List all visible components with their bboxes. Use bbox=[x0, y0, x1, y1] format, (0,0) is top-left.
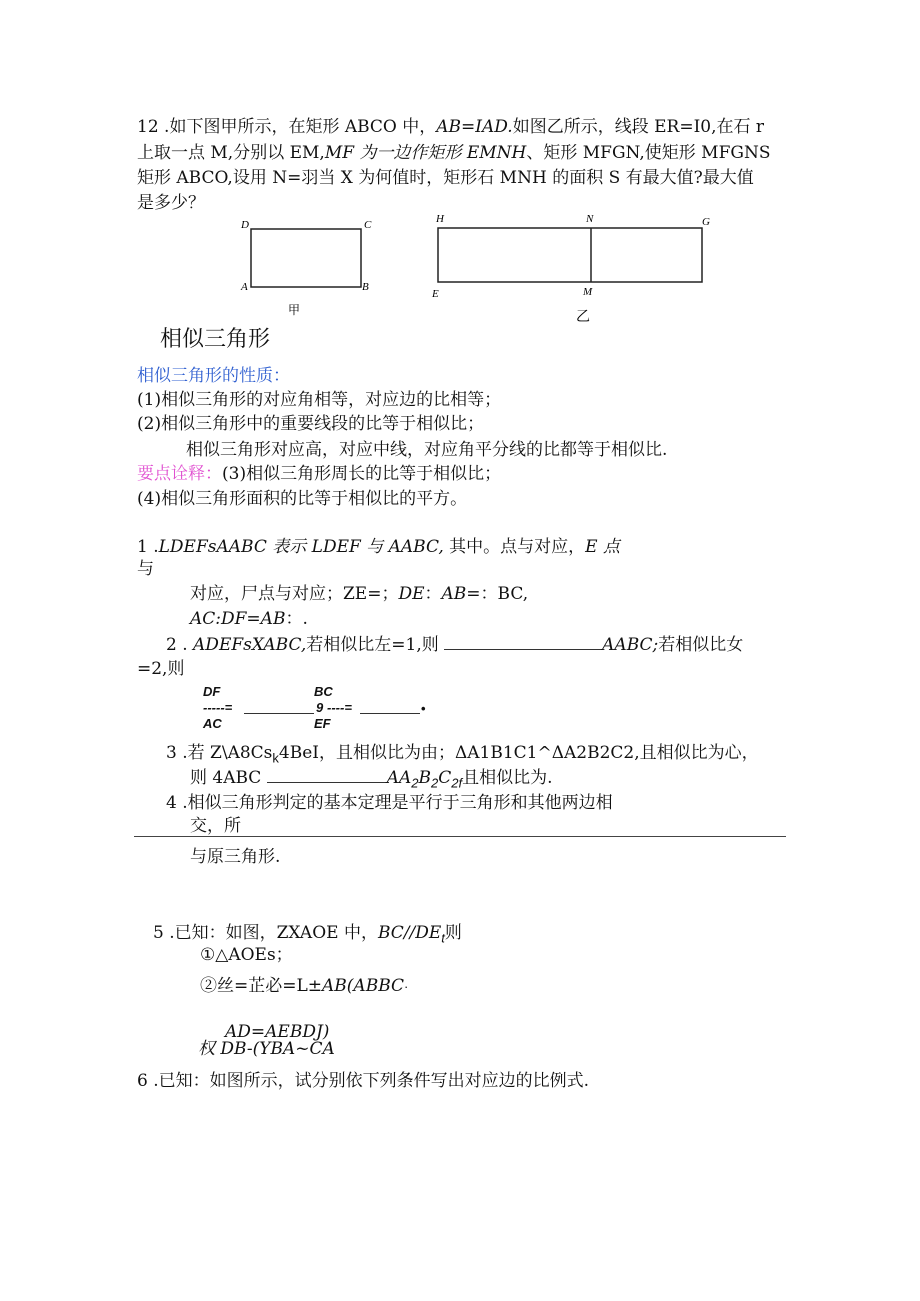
caption-jia: 甲 bbox=[288, 303, 301, 317]
subscript: 2 bbox=[431, 775, 439, 791]
figure-jia bbox=[238, 214, 378, 320]
text: 如图乙所示，线段 ER=I0,在石 r bbox=[512, 117, 765, 137]
math: E 点 bbox=[585, 537, 620, 557]
caption-yi: 乙 bbox=[576, 310, 590, 325]
fraction-bc: BC bbox=[314, 684, 333, 699]
question-5-line-3 bbox=[200, 975, 408, 998]
question-2-line-2: =2,则 bbox=[137, 659, 185, 679]
label-d: D bbox=[241, 219, 249, 231]
number: 1 . bbox=[137, 537, 159, 557]
section-heading: 相似三角形 bbox=[160, 327, 271, 352]
question-1-line-2: 与 bbox=[137, 559, 154, 579]
subscript: k bbox=[272, 750, 279, 766]
text: ②丝=芷必=L± bbox=[200, 976, 323, 996]
fraction-nine: 9 bbox=[316, 700, 324, 715]
math: LDEFsAABC 表示 LDEF 与 AABC, bbox=[158, 537, 444, 557]
property-1: (1)相似三角形的对应角相等，对应边的比相等； bbox=[137, 390, 502, 410]
label-m: M bbox=[583, 286, 593, 298]
fraction-ac: AC bbox=[203, 716, 222, 731]
problem-12-line-3: 矩形 ABCO,设用 N=羽当 X 为何值时，矩形石 MNH 的面积 S 有最大值?最大值 bbox=[137, 168, 754, 188]
question-1-line-4 bbox=[190, 608, 308, 630]
math: ADEFsXABC, bbox=[193, 635, 307, 655]
text: ： bbox=[424, 584, 442, 604]
question-4-line-3: 与原三角形. bbox=[190, 847, 281, 867]
question-5-line-5 bbox=[198, 1038, 335, 1060]
text: 12 .如下图甲所示，在矩形 ABCO 中， bbox=[137, 117, 437, 137]
answer-blank bbox=[444, 635, 602, 650]
property-2: (2)相似三角形中的重要线段的比等于相似比； bbox=[137, 414, 485, 434]
math: BC//DE bbox=[377, 923, 442, 943]
answer-blank bbox=[267, 768, 387, 783]
label-c: C bbox=[364, 219, 372, 231]
question-3-line-2 bbox=[190, 767, 553, 794]
question-6: 6 .已知：如图所示，试分别依下列条件写出对应边的比例式. bbox=[137, 1071, 590, 1091]
number: 2 . bbox=[166, 635, 188, 655]
question-5-line-2: ①△AOEs； bbox=[200, 945, 293, 965]
text: 5 .已知：如图，ZXAOE 中， bbox=[153, 923, 378, 943]
text: ：. bbox=[285, 609, 308, 629]
fraction-dash-1: -----= bbox=[203, 700, 233, 715]
text: 若相似比左=1,则 bbox=[306, 635, 439, 655]
text: 则 4ABC bbox=[190, 768, 262, 788]
math: MF 为一边作矩形 EMNH bbox=[324, 143, 527, 163]
math: AABC; bbox=[602, 635, 659, 655]
fraction-ef: EF bbox=[314, 716, 331, 731]
problem-12-line-2 bbox=[137, 142, 770, 164]
question-4-line-2: 交，所 bbox=[190, 816, 241, 836]
label-e: E bbox=[432, 288, 439, 300]
math: AB=IAD. bbox=[436, 117, 513, 137]
label-n: N bbox=[586, 213, 594, 225]
answer-blank bbox=[244, 699, 314, 714]
horizontal-rule bbox=[134, 836, 786, 837]
text: 权 bbox=[198, 1039, 221, 1059]
math: AC:DF=AB bbox=[190, 609, 286, 629]
text: 若相似比女 bbox=[658, 635, 744, 655]
property-4: (4)相似三角形面积的比等于相似比的平方。 bbox=[137, 489, 468, 509]
question-5-line-4: AD=AEBDJ) bbox=[225, 1022, 330, 1042]
figure-yi bbox=[426, 210, 726, 325]
subscript: t bbox=[441, 930, 445, 946]
text: 则 bbox=[444, 923, 462, 943]
subscript: 2 bbox=[411, 775, 419, 791]
rectangle-abcd bbox=[251, 229, 361, 287]
question-3-line-1 bbox=[166, 742, 759, 769]
problem-12-line-4: 是多少？ bbox=[137, 193, 205, 213]
problem-12-line-1 bbox=[137, 116, 764, 138]
text: 3 .若 Z\A8Cs bbox=[166, 743, 273, 763]
text: 上取一点 M,分别以 EM, bbox=[137, 143, 325, 163]
text: 且相似比为. bbox=[462, 768, 553, 788]
math: AA bbox=[386, 768, 412, 788]
rectangle-egh bbox=[438, 228, 702, 282]
properties-title: 相似三角形的性质： bbox=[137, 366, 290, 386]
math: B bbox=[418, 768, 432, 788]
math: AB(ABBC bbox=[322, 976, 405, 996]
property-2-detail: 相似三角形对应高，对应中线，对应角平分线的比都等于相似比. bbox=[186, 440, 668, 460]
property-3: (3)相似三角形周长的比等于相似比； bbox=[222, 464, 502, 484]
label-g: G bbox=[702, 216, 710, 228]
text: 、矩形 MFGN,使矩形 MFGNS bbox=[526, 143, 771, 163]
fraction-dash-2: ----= bbox=[327, 700, 352, 715]
question-4-line-1: 4 .相似三角形判定的基本定理是平行于三角形和其他两边相 bbox=[166, 793, 613, 813]
text: 其中。点与对应， bbox=[443, 537, 586, 557]
text: 对应，尸点与对应；ZE=； bbox=[190, 584, 399, 604]
text: =：BC, bbox=[466, 584, 529, 604]
math: C bbox=[438, 768, 452, 788]
text: · bbox=[404, 979, 409, 994]
label-a: A bbox=[241, 281, 248, 293]
label-b: B bbox=[362, 281, 369, 293]
answer-blank bbox=[360, 699, 420, 714]
math: DB-(YBA~CA bbox=[220, 1039, 335, 1059]
question-1-line-1 bbox=[137, 536, 620, 558]
question-2-line-1 bbox=[166, 634, 743, 656]
keypoints-label: 要点诠释： bbox=[137, 464, 222, 484]
question-1-line-3 bbox=[190, 583, 528, 605]
text: 4BeI，且相似比为由；ΔA1B1C1^ΔA2B2C2,且相似比为心， bbox=[278, 743, 759, 763]
subscript: 2f bbox=[451, 775, 463, 791]
fraction-df: DF bbox=[203, 684, 221, 699]
bullet-dot: • bbox=[421, 701, 426, 716]
property-3-line bbox=[137, 463, 501, 485]
label-h: H bbox=[436, 213, 444, 225]
math: AB bbox=[441, 584, 467, 604]
math: DE bbox=[398, 584, 425, 604]
